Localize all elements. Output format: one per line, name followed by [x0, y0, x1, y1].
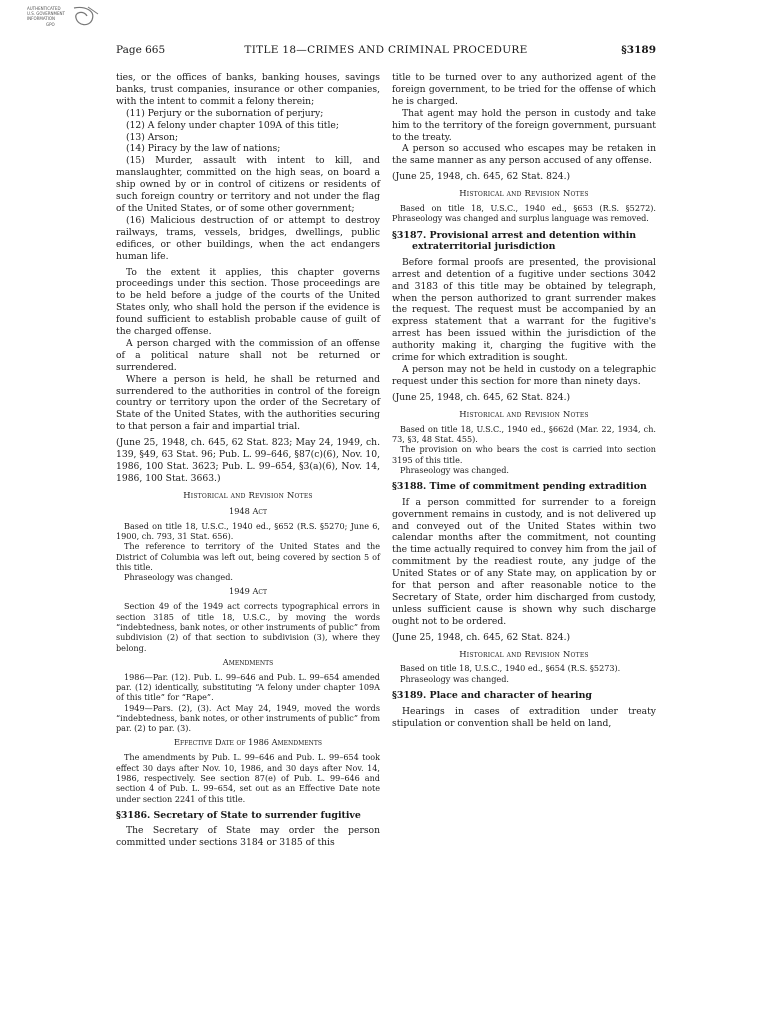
gpo-authentication-seal [26, 4, 110, 30]
body-paragraph: A person charged with the commission of an offense of a political nature shall not be returned or surrendered. [116, 337, 380, 373]
body-paragraph: title to be turned over to any authorized agent of the foreign government, to be tried for the offense of which he is charged. [392, 72, 656, 107]
statute-citation: (June 25, 1948, ch. 645, 62 Stat. 824.) [392, 171, 571, 183]
body-paragraph: The Secretary of State may order the person committed under sections 3184 or 3185 of this [116, 825, 380, 849]
notes-subheading: 1948 Act [229, 505, 267, 516]
body-paragraph: A person may not be held in custody on a telegraphic request under this section for more than ninety days. [392, 364, 656, 387]
notes-subheading: 1949 Act [229, 586, 267, 597]
body-paragraph: Where a person is held, he shall be returned and surrendered to the authorities in control of the foreign country or territory upon the order of the Secretary of State of the United States, with the authorities securing to that person a fair and impartial trial. [116, 373, 380, 433]
note-paragraph: Based on title 18, U.S.C., 1940 ed., §654 (R.S. §5273). [400, 663, 621, 674]
offense-item: (11) Perjury or the subornation of perjury; [126, 107, 324, 119]
offense-item: (13) Arson; [126, 131, 179, 143]
seal-line: AUTHENTICATED [27, 6, 61, 11]
note-paragraph: 1986—Par. (12). Pub. L. 99–646 and Pub. L. 99–654 amended par. (12) identically, substituting “A felony under chapter 109A of this title” for “Rape”. [116, 671, 380, 703]
notes-heading: Historical and Revision Notes [183, 489, 313, 500]
note-paragraph: 1949—Pars. (2), (3). Act May 24, 1949, moved the words “indebtedness, bank notes, or other instruments of public” from par. (2) to par. (3). [116, 702, 380, 734]
body-paragraph: To the extent it applies, this chapter governs proceedings under this section. Those proceedings are to be held before a judge of the courts of the United States only, who shall hold the person if the evidence is found sufficient to establish probable cause of guilt of the charged offense. [116, 266, 380, 338]
page-header [116, 44, 656, 60]
section-heading-3188: §3188. Time of commitment pending extradition [392, 481, 647, 493]
note-paragraph: Section 49 of the 1949 act corrects typographical errors in section 3185 of title 18, U.S.C., by moving the words “indebtedness, bank notes, or other instruments of public” from subdivision (2) of that section to subdivision (3), where they belong. [116, 601, 380, 653]
body-paragraph: Hearings in cases of extradition under treaty stipulation or convention shall be held on land, [392, 705, 656, 729]
statute-citation: (June 25, 1948, ch. 645, 62 Stat. 823; May 24, 1949, ch. 139, §49, 63 Stat. 96; Pub. L. 99–646, §87(c)(6), Nov. 10, 1986, 100 Stat. 3623; Pub. L. 99–654, §3(a)(6), Nov. 14, 1986, 100 Stat. 3663.) [116, 437, 380, 484]
note-paragraph: The amendments by Pub. L. 99–646 and Pub. L. 99–654 took effect 30 days after Nov. 10, 1986, and 30 days after Nov. 14, 1986, respectively. See section 87(e) of Pub. L. 99–646 and section 4 of Pub. L. 99–654, set out as an Effective Date note under section 2241 of this title. [116, 752, 380, 804]
statute-citation: (June 25, 1948, ch. 645, 62 Stat. 824.) [392, 391, 571, 403]
offense-item: (12) A felony under chapter 109A of this title; [126, 119, 339, 131]
left-column [116, 72, 380, 849]
seal-line: U.S. GOVERNMENT [27, 11, 65, 16]
note-paragraph: Based on title 18, U.S.C., 1940 ed., §652 (R.S. §5270; June 6, 1900, ch. 793, 31 Stat. 656). [116, 520, 380, 541]
section-heading-3187: §3187. Provisional arrest and detention within extraterritorial jurisdiction [392, 229, 637, 253]
notes-heading: Historical and Revision Notes [459, 648, 589, 659]
page-number: Page 665 [116, 44, 166, 56]
section-heading-3186: §3186. Secretary of State to surrender fugitive [116, 809, 361, 821]
body-paragraph: That agent may hold the person in custody and take him to the territory of the foreign government, pursuant to the treaty. [392, 107, 656, 143]
note-paragraph: Phraseology was changed. [400, 464, 509, 475]
right-column [392, 72, 656, 729]
seal-line: GPO [46, 22, 55, 27]
note-paragraph: Phraseology was changed. [124, 572, 233, 583]
note-paragraph: Based on title 18, U.S.C., 1940 ed., §662d (Mar. 22, 1934, ch. 73, §3, 48 Stat. 455). [392, 423, 656, 444]
offense-list-continuation: ties, or the offices of banks, banking houses, savings banks, trust companies, insurance or other companies, with the intent to commit a felony therein; [116, 72, 380, 107]
notes-heading: Historical and Revision Notes [459, 408, 589, 419]
body-paragraph: Before formal proofs are presented, the provisional arrest and detention of a fugitive under sections 3042 and 3183 of this title may be obtained by telegraph, when the person authorized to grant surrender makes the request. The request must be accompanied by an express statement that a warrant for the fugitive's arrest has been issued within the jurisdiction of the authority making it, charging the fugitive with the crime for which extradition is sought. [392, 256, 656, 364]
body-paragraph: A person so accused who escapes may be retaken in the same manner as any person accused of any offense. [392, 143, 656, 167]
note-paragraph: The provision on who bears the cost is carried into section 3195 of this title. [392, 444, 656, 465]
notes-heading: Historical and Revision Notes [459, 188, 589, 199]
seal-line: INFORMATION [27, 16, 56, 21]
offense-item: (14) Piracy by the law of nations; [126, 143, 281, 155]
offense-item: (15) Murder, assault with intent to kill, and manslaughter, committed on the high seas, on board a ship owned by or in control of citizens or residents of such foreign country or territory and not under the flag of the United States, or of some other government; [116, 155, 380, 214]
section-number: §3189 [621, 44, 656, 56]
running-title: TITLE 18—CRIMES AND CRIMINAL PROCEDURE [244, 44, 528, 56]
body-paragraph: If a person committed for surrender to a foreign government remains in custody, and is not delivered up and conveyed out of the United States within two calendar months after the commitment, not counting the time actually required to convey him from the jail of commitment by the readiest route, any judge of the United States or of any State may, on application by or for that person and after reasonable notice to the Secretary of State, order him discharged from custody, unless sufficient cause is shown why such discharge ought not to be ordered. [392, 496, 656, 627]
offense-item: (16) Malicious destruction of or attempt to destroy railways, trams, vessels, bridges, dwellings, public edifices, or other buildings, when the act endangers human life. [116, 214, 380, 262]
note-paragraph: Phraseology was changed. [400, 673, 509, 684]
statute-citation: (June 25, 1948, ch. 645, 62 Stat. 824.) [392, 631, 571, 643]
note-paragraph: Based on title 18, U.S.C., 1940 ed., §653 (R.S. §5272). Phraseology was changed and surplus language was removed. [392, 203, 656, 224]
notes-subheading: Effective Date of 1986 Amendments [173, 737, 323, 748]
note-paragraph: The reference to territory of the United States and the District of Columbia was left out, being covered by section 5 of this title. [116, 541, 380, 572]
notes-subheading: Amendments [222, 656, 274, 667]
section-heading-3189: §3189. Place and character of hearing [392, 690, 592, 702]
